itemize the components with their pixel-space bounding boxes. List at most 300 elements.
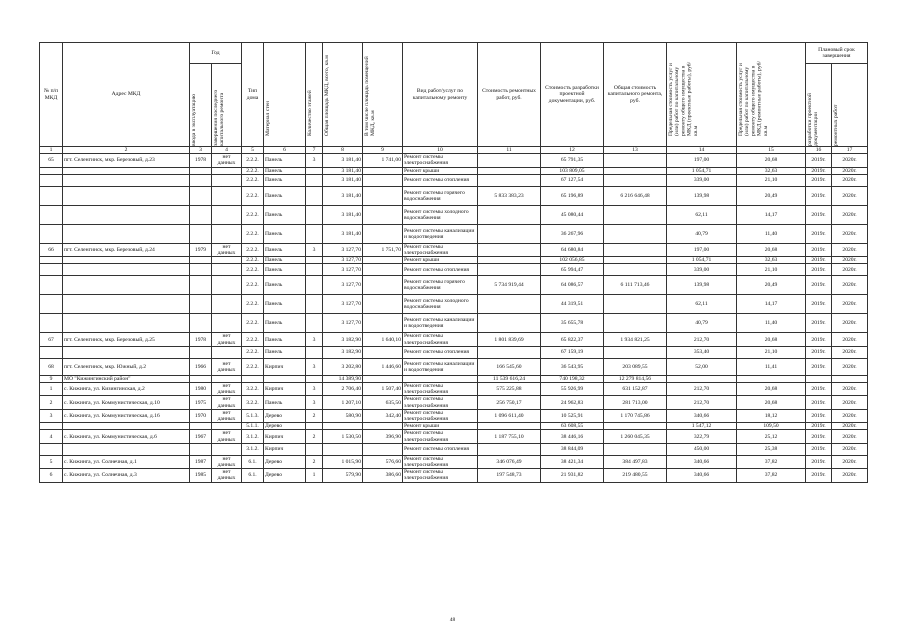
cell-cost-total: [604, 243, 667, 256]
cell-cost-total: 219 480,55: [604, 469, 667, 482]
cell-area-total: 3 181,40: [323, 174, 363, 186]
cell-work: Ремонт системы горячего водоснабжения: [403, 186, 478, 205]
cell-area-total: 3 181,40: [323, 167, 363, 174]
cell-address: с. Кижинга, ул. Солнечная, д.3: [63, 469, 190, 482]
cell-limit-works: 20,68: [737, 154, 806, 167]
cell-no: [40, 423, 63, 430]
cell-walls: Панель: [264, 257, 306, 264]
cell-year-overhaul: [212, 224, 242, 243]
cell-area-res: [363, 257, 403, 264]
cell-no: [40, 174, 63, 186]
table-body: [40, 154, 868, 482]
cell-limit-works: 11,40: [737, 314, 806, 333]
cell-area-total: 3 127,70: [323, 314, 363, 333]
cell-floors: [306, 224, 323, 243]
cell-deadline-design: 2019г.: [806, 186, 832, 205]
cell-no: [40, 295, 63, 314]
cell-floors: [306, 346, 323, 358]
hdr-year: Год: [190, 43, 242, 64]
cell-walls: Панель: [264, 276, 306, 295]
hdr-cost-total: Общая стоимость капитального ремонта, руб.: [604, 43, 667, 147]
cell-area-res: 396,90: [363, 430, 403, 443]
cell-area-total: 3 181,40: [323, 224, 363, 243]
cell-limit-works: 20,49: [737, 276, 806, 295]
cell-cost-design: 65 994,47: [541, 264, 604, 276]
cell-work: Ремонт системы электроснабжения: [403, 455, 478, 468]
cell-limit-design: 139,98: [667, 186, 737, 205]
cell-address: [63, 423, 190, 430]
cell-area-res: [363, 314, 403, 333]
cell-work: Ремонт системы электроснабжения: [403, 409, 478, 422]
cell-deadline-works: [832, 375, 868, 382]
table-row: [40, 443, 868, 455]
cell-floors: [306, 174, 323, 186]
cell-deadline-design: 2019г.: [806, 295, 832, 314]
cell-year-commission: [190, 295, 212, 314]
cell-work: Ремонт системы электроснабжения: [403, 333, 478, 346]
hdr-cost-works: Стоимость ремонтных работ, руб.: [478, 43, 541, 147]
cell-deadline-works: 2020г.: [832, 276, 868, 295]
cell-year-overhaul: [212, 276, 242, 295]
hdr-address: Адрес МКД: [63, 43, 190, 147]
cell-floors: [306, 375, 323, 382]
cell-limit-design: 1 054,71: [667, 257, 737, 264]
cell-area-total: 3 127,70: [323, 276, 363, 295]
cell-work: Ремонт системы электроснабжения: [403, 430, 478, 443]
table-row: [40, 314, 868, 333]
column-number: 9: [363, 147, 403, 154]
cell-year-commission: [190, 314, 212, 333]
cell-cost-design: 45 080,44: [541, 205, 604, 224]
cell-floors: [306, 295, 323, 314]
cell-year-overhaul: [212, 375, 242, 382]
cell-area-res: 1 507,40: [363, 383, 403, 396]
table-row: [40, 430, 868, 443]
cell-cost-total: [604, 174, 667, 186]
cell-cost-total: 631 152,87: [604, 383, 667, 396]
cell-cost-total: [604, 224, 667, 243]
cell-address: с. Кижинга, ул. Коммунистическая, д.6: [63, 430, 190, 443]
cell-walls: Панель: [264, 264, 306, 276]
cell-limit-works: 109,50: [737, 423, 806, 430]
cell-limit-design: 1 547,12: [667, 423, 737, 430]
cell-limit-works: 11,40: [737, 224, 806, 243]
cell-limit-design: 212,70: [667, 333, 737, 346]
cell-house-type: 6.1.: [242, 469, 264, 482]
cell-area-res: [363, 375, 403, 382]
cell-deadline-design: 2019г.: [806, 257, 832, 264]
cell-area-total: 3 127,70: [323, 264, 363, 276]
cell-limit-works: 37,82: [737, 469, 806, 482]
cell-year-overhaul: нет данных: [212, 243, 242, 256]
column-number: 16: [806, 147, 832, 154]
column-number: 4: [212, 147, 242, 154]
column-number: 15: [737, 147, 806, 154]
cell-year-commission: [190, 346, 212, 358]
cell-cost-works: 11 539 616,24: [478, 375, 541, 382]
cell-house-type: 2.2.2.: [242, 167, 264, 174]
cell-walls: Кирпич: [264, 443, 306, 455]
cell-address: пгт. Селенгинск, мкр. Южный, д.2: [63, 358, 190, 375]
cell-area-total: 580,90: [323, 409, 363, 422]
cell-work: Ремонт системы отопления: [403, 264, 478, 276]
cell-deadline-works: 2020г.: [832, 469, 868, 482]
cell-cost-works: [478, 295, 541, 314]
cell-limit-design: 139,98: [667, 276, 737, 295]
cell-area-res: 1 446,60: [363, 358, 403, 375]
cell-cost-design: 65 791,35: [541, 154, 604, 167]
cell-area-total: 1 015,90: [323, 455, 363, 468]
cell-deadline-design: 2019г.: [806, 205, 832, 224]
cell-address: с. Кижинга, ул. Солнечная, д.1: [63, 455, 190, 468]
cell-deadline-design: [806, 375, 832, 382]
cell-cost-total: 1 260 045,35: [604, 430, 667, 443]
cell-cost-total: 6 216 646,48: [604, 186, 667, 205]
cell-year-commission: [190, 174, 212, 186]
cell-year-overhaul: [212, 295, 242, 314]
cell-walls: Панель: [264, 243, 306, 256]
cell-limit-works: 14,17: [737, 295, 806, 314]
cell-floors: 3: [306, 396, 323, 409]
cell-work: Ремонт системы холодного водоснабжения: [403, 295, 478, 314]
table-row: [40, 396, 868, 409]
column-number: 7: [306, 147, 323, 154]
cell-year-overhaul: нет данных: [212, 430, 242, 443]
cell-floors: 3: [306, 243, 323, 256]
cell-address: пгт. Селенгинск, мкр. Березовый, д.24: [63, 243, 190, 256]
cell-limit-design: 340,66: [667, 455, 737, 468]
hdr-deadline: Плановый срок завершения: [806, 43, 868, 64]
cell-year-commission: 1978: [190, 154, 212, 167]
cell-cost-total: [604, 257, 667, 264]
column-number: 2: [63, 147, 190, 154]
cell-house-type: 3.1.2.: [242, 443, 264, 455]
cell-deadline-works: 2020г.: [832, 383, 868, 396]
cell-no: [40, 257, 63, 264]
capital-repair-table: [39, 42, 868, 483]
table-row: [40, 264, 868, 276]
cell-limit-works: 11,41: [737, 358, 806, 375]
column-number: 8: [323, 147, 363, 154]
cell-year-overhaul: нет данных: [212, 154, 242, 167]
cell-cost-design: 36 543,95: [541, 358, 604, 375]
cell-floors: [306, 167, 323, 174]
cell-deadline-works: 2020г.: [832, 409, 868, 422]
cell-year-overhaul: [212, 205, 242, 224]
cell-year-overhaul: нет данных: [212, 358, 242, 375]
cell-cost-total: [604, 423, 667, 430]
table-row: [40, 383, 868, 396]
column-number: 5: [242, 147, 264, 154]
cell-work: Ремонт крыши: [403, 423, 478, 430]
hdr-work: Вид работ/услуг по капитальному ремонту: [403, 43, 478, 147]
cell-limit-design: 339,00: [667, 174, 737, 186]
cell-area-res: [363, 186, 403, 205]
table-row: [40, 257, 868, 264]
cell-deadline-works: 2020г.: [832, 174, 868, 186]
cell-work: Ремонт системы отопления: [403, 346, 478, 358]
hdr-limit-design: Предельная стоимость услуг и (или) работ по капитальному ремонту общего имущества в МКД (проектные работы), руб/кв.м: [668, 61, 699, 136]
cell-floors: 3: [306, 383, 323, 396]
cell-limit-design: 52,00: [667, 358, 737, 375]
cell-work: Ремонт системы электроснабжения: [403, 383, 478, 396]
cell-year-overhaul: нет данных: [212, 455, 242, 468]
column-number: 14: [667, 147, 737, 154]
cell-cost-total: 1 934 821,25: [604, 333, 667, 346]
cell-year-overhaul: нет данных: [212, 383, 242, 396]
cell-cost-design: 102 056,85: [541, 257, 604, 264]
cell-no: 9: [40, 375, 63, 382]
cell-cost-total: 203 089,55: [604, 358, 667, 375]
cell-limit-works: 21,10: [737, 264, 806, 276]
cell-area-total: 3 127,70: [323, 257, 363, 264]
cell-limit-works: 37,82: [737, 455, 806, 468]
cell-area-res: [363, 346, 403, 358]
cell-deadline-works: 2020г.: [832, 430, 868, 443]
cell-limit-works: 20,68: [737, 243, 806, 256]
cell-no: 66: [40, 243, 63, 256]
cell-area-res: 635,50: [363, 396, 403, 409]
cell-walls: Кирпич: [264, 383, 306, 396]
table-row: [40, 224, 868, 243]
cell-deadline-design: 2019г.: [806, 469, 832, 482]
cell-house-type: 3.1.2.: [242, 430, 264, 443]
cell-area-total: 3 181,40: [323, 205, 363, 224]
cell-house-type: 2.2.2.: [242, 174, 264, 186]
cell-cost-design: 35 655,78: [541, 314, 604, 333]
cell-deadline-works: 2020г.: [832, 346, 868, 358]
cell-deadline-design: 2019г.: [806, 409, 832, 422]
cell-deadline-design: 2019г.: [806, 154, 832, 167]
cell-floors: [306, 423, 323, 430]
cell-cost-works: 346 076,49: [478, 455, 541, 468]
cell-no: [40, 314, 63, 333]
cell-area-res: 1 741,00: [363, 154, 403, 167]
cell-limit-design: 212,70: [667, 383, 737, 396]
cell-house-type: 2.2.2.: [242, 186, 264, 205]
cell-limit-works: 32,63: [737, 257, 806, 264]
cell-floors: [306, 264, 323, 276]
column-number: 3: [190, 147, 212, 154]
cell-area-total: 3 127,70: [323, 243, 363, 256]
hdr-area-total: Общая площадь МКД, всего, кв.м: [324, 54, 331, 136]
cell-deadline-design: 2019г.: [806, 167, 832, 174]
cell-limit-works: 20,49: [737, 186, 806, 205]
cell-deadline-design: 2019г.: [806, 346, 832, 358]
cell-floors: 2: [306, 430, 323, 443]
hdr-deadline-works: ремонтных работ: [833, 104, 840, 146]
table-row: [40, 423, 868, 430]
table-row: [40, 174, 868, 186]
cell-year-commission: 1987: [190, 455, 212, 468]
cell-cost-design: 10 525,91: [541, 409, 604, 422]
page-number: 48: [449, 617, 456, 623]
cell-house-type: 2.2.2.: [242, 314, 264, 333]
cell-no: 67: [40, 333, 63, 346]
cell-year-commission: 1979: [190, 243, 212, 256]
cell-walls: Панель: [264, 224, 306, 243]
cell-limit-design: [667, 375, 737, 382]
cell-limit-works: 18,12: [737, 409, 806, 422]
cell-deadline-design: 2019г.: [806, 358, 832, 375]
cell-limit-works: 20,68: [737, 333, 806, 346]
cell-work: Ремонт системы канализации и водоотведения: [403, 224, 478, 243]
cell-cost-total: [604, 314, 667, 333]
cell-deadline-design: 2019г.: [806, 430, 832, 443]
cell-limit-design: 212,70: [667, 396, 737, 409]
cell-floors: [306, 276, 323, 295]
cell-area-total: 3 181,40: [323, 186, 363, 205]
column-number: 11: [478, 147, 541, 154]
cell-no: 1: [40, 383, 63, 396]
cell-area-total: 1 207,10: [323, 396, 363, 409]
hdr-cost-design: Стоимость разработки проектной документации, руб.: [541, 43, 604, 147]
cell-walls: Панель: [264, 154, 306, 167]
cell-limit-design: 450,00: [667, 443, 737, 455]
cell-walls: Дерево: [264, 455, 306, 468]
cell-cost-works: [478, 314, 541, 333]
cell-no: [40, 443, 63, 455]
cell-floors: [306, 186, 323, 205]
cell-deadline-works: 2020г.: [832, 314, 868, 333]
cell-cost-works: [478, 257, 541, 264]
cell-cost-total: 281 713,00: [604, 396, 667, 409]
cell-deadline-design: 2019г.: [806, 383, 832, 396]
cell-year-overhaul: [212, 264, 242, 276]
cell-year-commission: [190, 276, 212, 295]
cell-work: Ремонт системы электроснабжения: [403, 396, 478, 409]
cell-work: Ремонт крыши: [403, 257, 478, 264]
cell-cost-design: 38 446,16: [541, 430, 604, 443]
cell-deadline-works: 2020г.: [832, 443, 868, 455]
cell-deadline-design: 2019г.: [806, 314, 832, 333]
cell-address: пгт. Селенгинск, мкр. Березовый, д.25: [63, 333, 190, 346]
cell-deadline-works: 2020г.: [832, 224, 868, 243]
table-row: [40, 346, 868, 358]
cell-area-res: [363, 264, 403, 276]
cell-walls: Панель: [264, 346, 306, 358]
cell-no: 3: [40, 409, 63, 422]
cell-work: Ремонт системы холодного водоснабжения: [403, 205, 478, 224]
cell-address: с. Кижинга, ул. Коммунистическая, д.10: [63, 396, 190, 409]
cell-limit-design: 197,00: [667, 154, 737, 167]
cell-area-res: [363, 276, 403, 295]
cell-deadline-works: 2020г.: [832, 358, 868, 375]
cell-deadline-design: 2019г.: [806, 423, 832, 430]
cell-area-res: [363, 174, 403, 186]
cell-house-type: 6.1.: [242, 455, 264, 468]
cell-cost-design: 38 421,34: [541, 455, 604, 468]
cell-work: Ремонт крыши: [403, 167, 478, 174]
cell-year-commission: 1978: [190, 333, 212, 346]
cell-limit-design: 1 054,71: [667, 167, 737, 174]
cell-year-overhaul: нет данных: [212, 333, 242, 346]
cell-address: с. Кижинга, ул. Кизингинская, д.2: [63, 383, 190, 396]
cell-area-total: 3 127,70: [323, 295, 363, 314]
cell-walls: Дерево: [264, 409, 306, 422]
cell-cost-works: 197 548,73: [478, 469, 541, 482]
cell-year-commission: [190, 264, 212, 276]
cell-deadline-design: 2019г.: [806, 243, 832, 256]
cell-area-res: 1 640,10: [363, 333, 403, 346]
cell-year-commission: [190, 224, 212, 243]
cell-address: [63, 257, 190, 264]
cell-work: [403, 375, 478, 382]
cell-address: с. Кижинга, ул. Коммунистическая, д.16: [63, 409, 190, 422]
cell-year-commission: [190, 375, 212, 382]
cell-deadline-works: 2020г.: [832, 167, 868, 174]
cell-house-type: 2.2.2.: [242, 264, 264, 276]
cell-year-commission: 1967: [190, 430, 212, 443]
cell-walls: Панель: [264, 186, 306, 205]
cell-no: [40, 167, 63, 174]
hdr-walls: Материал стен: [265, 100, 272, 136]
cell-cost-design: 67 159,19: [541, 346, 604, 358]
cell-floors: 1: [306, 469, 323, 482]
cell-area-total: 3 181,40: [323, 154, 363, 167]
cell-address: [63, 346, 190, 358]
cell-area-total: [323, 423, 363, 430]
column-number: 6: [264, 147, 306, 154]
cell-cost-total: [604, 205, 667, 224]
cell-area-total: 3 182,90: [323, 333, 363, 346]
cell-limit-design: 62,11: [667, 205, 737, 224]
cell-cost-total: 12 279 814,56: [604, 375, 667, 382]
hdr-limit-works: Предельная стоимость услуг и (или) работ по капитальному ремонту общего имущества в МКД (ремонтные работы), руб/кв.м: [738, 60, 769, 136]
cell-limit-works: 25,38: [737, 443, 806, 455]
cell-walls: Кирпич: [264, 430, 306, 443]
cell-deadline-design: 2019г.: [806, 333, 832, 346]
table-row: [40, 469, 868, 482]
cell-walls: Кирпич: [264, 358, 306, 375]
cell-cost-total: [604, 167, 667, 174]
cell-limit-works: [737, 375, 806, 382]
cell-cost-design: 64 086,57: [541, 276, 604, 295]
cell-house-type: 2.2.2.: [242, 257, 264, 264]
column-number-row: [40, 147, 868, 154]
cell-cost-works: 1 801 839,69: [478, 333, 541, 346]
cell-no: [40, 186, 63, 205]
cell-walls: [264, 375, 306, 382]
cell-address: [63, 264, 190, 276]
column-number: 1: [40, 147, 63, 154]
cell-house-type: 5.1.1.: [242, 423, 264, 430]
cell-address: МО "Кижингинский район": [63, 375, 190, 382]
cell-house-type: 2.2.2.: [242, 205, 264, 224]
cell-deadline-design: 2019г.: [806, 443, 832, 455]
cell-limit-design: 40,79: [667, 224, 737, 243]
column-number: 17: [832, 147, 868, 154]
cell-cost-total: [604, 295, 667, 314]
cell-area-total: [323, 443, 363, 455]
table-row: [40, 276, 868, 295]
cell-cost-total: [604, 264, 667, 276]
cell-house-type: 2.2.2.: [242, 276, 264, 295]
cell-cost-design: 67 127,54: [541, 174, 604, 186]
cell-deadline-design: 2019г.: [806, 396, 832, 409]
cell-address: [63, 314, 190, 333]
cell-house-type: 5.1.3.: [242, 409, 264, 422]
cell-cost-design: 740 198,32: [541, 375, 604, 382]
cell-cost-design: 21 931,82: [541, 469, 604, 482]
cell-no: [40, 205, 63, 224]
cell-house-type: [242, 375, 264, 382]
cell-cost-works: [478, 346, 541, 358]
cell-walls: Дерево: [264, 423, 306, 430]
cell-year-commission: 1966: [190, 358, 212, 375]
cell-year-commission: [190, 205, 212, 224]
cell-walls: Панель: [264, 396, 306, 409]
